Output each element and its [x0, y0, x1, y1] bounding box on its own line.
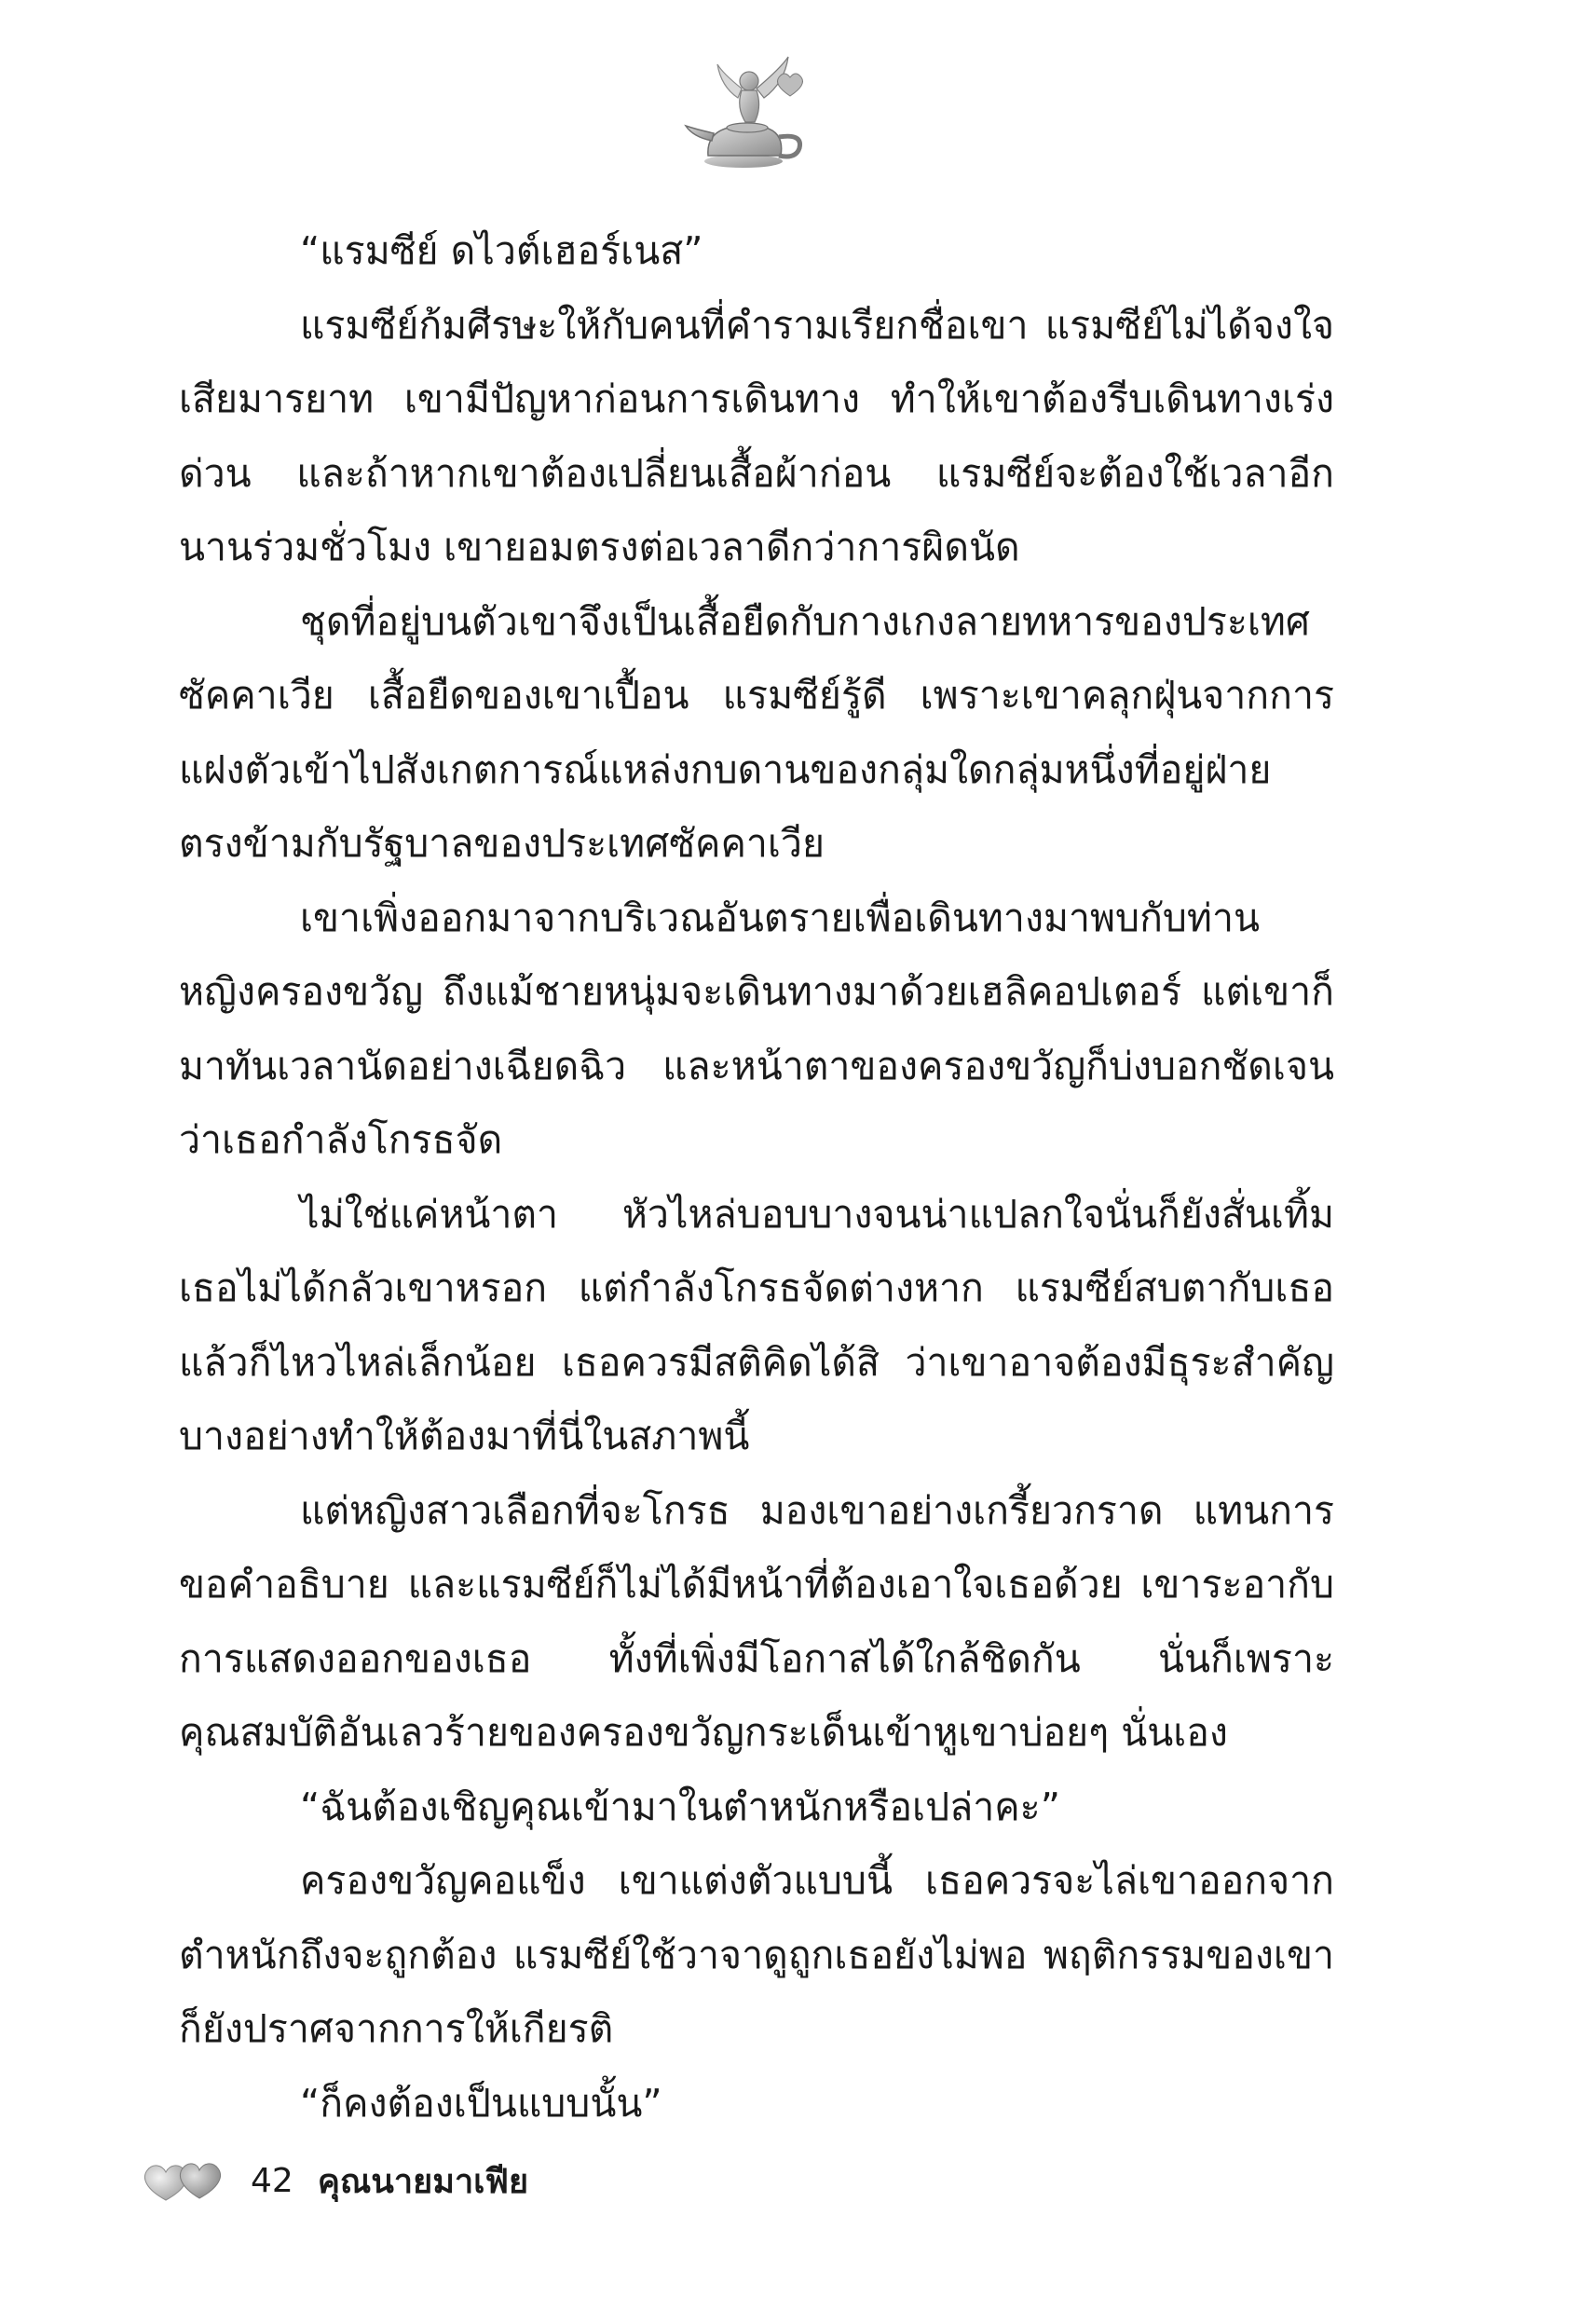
paragraph: แรมซีย์ก้มศีรษะให้กับคนที่คำรามเรียกชื่อเขา แรมซีย์ไม่ได้จงใจเสียมารยาท เขามีปัญหาก่อนการเดินทาง ทำให้เขาต้องรีบเดินทางเร่งด่วน และถ้าหากเขาต้องเปลี่ยนเสื้อผ้าก่อน แรมซีย์จะต้องใช้เวลาอีกนานร่วมชั่วโมง เขายอมตรงต่อเวลาดีกว่าการผิดนัด — [179, 302, 1334, 569]
paragraph: แต่หญิงสาวเลือกที่จะโกรธ มองเขาอย่างเกรี้ยวกราด แทนการขอคำอธิบาย และแรมซีย์ก็ไม่ได้มีหน้าที่ต้องเอาใจเธอด้วย เขาระอากับการแสดงออกของเธอ ทั้งที่เพิ่งมีโอกาสได้ใกล้ชิดกัน นั่นก็เพราะคุณสมบัติอันเลวร้ายของครองขวัญกระเด็นเข้าหูเขาบ่อยๆ นั่นเอง — [179, 1487, 1334, 1755]
body-text — [179, 214, 1334, 2140]
paragraph: “ฉันต้องเชิญคุณเข้ามาในตำหนักหรือเปล่าคะ” — [300, 1784, 1060, 1829]
page-number: 42 — [251, 2161, 293, 2200]
page-footer — [140, 2153, 528, 2208]
paragraph: “ก็คงต้องเป็นแบบนั้น” — [300, 2080, 662, 2126]
paragraph: “แรมซีย์ ดไวต์เฮอร์เนส” — [300, 228, 703, 273]
paragraph: ครองขวัญคอแข็ง เขาแต่งตัวแบบนี้ เธอควรจะไล่เขาออกจากตำหนักถึงจะถูกต้อง แรมซีย์ใช้วาจาดูถูกเธอยังไม่พอ พฤติกรรมของเขาก็ยังปราศจากการให้เกียรติ — [179, 1858, 1334, 2051]
paragraph: ไม่ใช่แค่หน้าตา หัวไหล่บอบบางจนน่าแปลกใจนั่นก็ยังสั่นเทิ้ม เธอไม่ได้กลัวเขาหรอก แต่กำลังโกรธจัดต่างหาก แรมซีย์สบตากับเธอแล้วก็ไหวไหล่เล็กน้อย เธอควรมีสติคิดได้สิ ว่าเขาอาจต้องมีธุระสำคัญบางอย่างทำให้ต้องมาที่นี่ในสภาพนี้ — [179, 1191, 1334, 1458]
book-title: คุณนายมาเฟีย — [317, 2162, 529, 2201]
paragraph: ชุดที่อยู่บนตัวเขาจึงเป็นเสื้อยืดกับกางเกงลายทหารของประเทศซัคคาเวีย เสื้อยืดของเขาเปื้อน แรมซีย์รู้ดี เพราะเขาคลุกฝุ่นจากการแฝงตัวเข้าไปสังเกตการณ์แหล่งกบดานของกลุ่มใดกลุ่มหนึ่งที่อยู่ฝ่ายตรงข้ามกับรัฐบาลของประเทศซัคคาเวีย — [179, 598, 1334, 866]
paragraph: เขาเพิ่งออกมาจากบริเวณอันตรายเพื่อเดินทางมาพบกับท่านหญิงครองขวัญ ถึงแม้ชายหนุ่มจะเดินทางมาด้วยเฮลิคอปเตอร์ แต่เขาก็มาทันเวลานัดอย่างเฉียดฉิว และหน้าตาของครองขวัญก็บ่งบอกชัดเจนว่าเธอกำลังโกรธจัด — [179, 895, 1334, 1162]
cupid-teapot-ornament-icon — [680, 51, 820, 172]
hearts-icon — [140, 2157, 228, 2204]
